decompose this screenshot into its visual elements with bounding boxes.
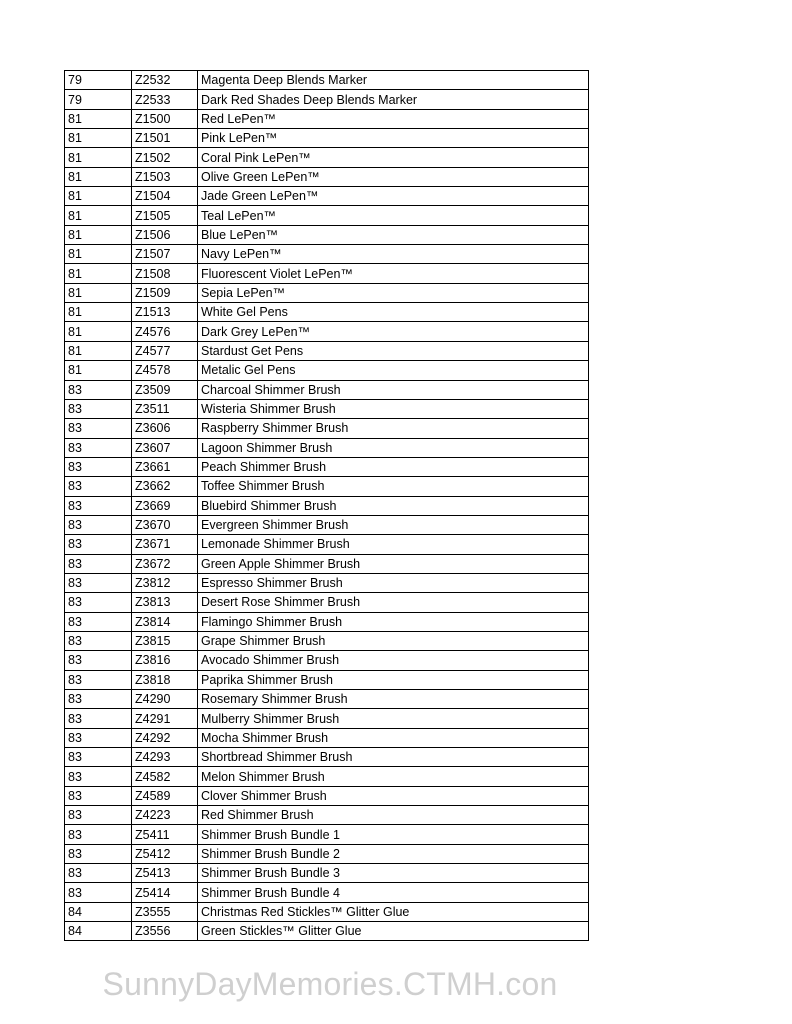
page-number-cell: 83 <box>65 419 132 438</box>
page-number-cell: 83 <box>65 690 132 709</box>
product-table <box>64 70 589 941</box>
sku-cell: Z4291 <box>132 709 198 728</box>
sku-cell: Z3607 <box>132 438 198 457</box>
description-cell: Shimmer Brush Bundle 2 <box>198 844 589 863</box>
page-number-cell: 83 <box>65 651 132 670</box>
sku-cell: Z4293 <box>132 748 198 767</box>
table-row <box>65 728 589 747</box>
sku-cell: Z5412 <box>132 844 198 863</box>
page-number-cell: 79 <box>65 90 132 109</box>
description-cell: Coral Pink LePen™ <box>198 148 589 167</box>
page-number-cell: 83 <box>65 883 132 902</box>
sku-cell: Z3606 <box>132 419 198 438</box>
description-cell: Fluorescent Violet LePen™ <box>198 264 589 283</box>
page-number-cell: 83 <box>65 535 132 554</box>
description-cell: Navy LePen™ <box>198 245 589 264</box>
table-row <box>65 225 589 244</box>
watermark-text: SunnyDayMemories.CTMH.con <box>102 966 558 1002</box>
page-number-cell: 83 <box>65 515 132 534</box>
description-cell: Avocado Shimmer Brush <box>198 651 589 670</box>
table-row <box>65 206 589 225</box>
table-row <box>65 283 589 302</box>
sku-cell: Z3813 <box>132 593 198 612</box>
page-number-cell: 83 <box>65 399 132 418</box>
sku-cell: Z4578 <box>132 361 198 380</box>
table-row <box>65 767 589 786</box>
table-row <box>65 477 589 496</box>
table-row <box>65 806 589 825</box>
table-row <box>65 245 589 264</box>
page-number-cell: 81 <box>65 129 132 148</box>
table-row <box>65 109 589 128</box>
description-cell: Rosemary Shimmer Brush <box>198 690 589 709</box>
description-cell: Shortbread Shimmer Brush <box>198 748 589 767</box>
sku-cell: Z3662 <box>132 477 198 496</box>
sku-cell: Z3672 <box>132 554 198 573</box>
table-row <box>65 902 589 921</box>
sku-cell: Z5414 <box>132 883 198 902</box>
table-row <box>65 690 589 709</box>
sku-cell: Z3671 <box>132 535 198 554</box>
page-number-cell: 81 <box>65 341 132 360</box>
page-number-cell: 83 <box>65 767 132 786</box>
product-table-body <box>65 71 589 941</box>
sku-cell: Z1509 <box>132 283 198 302</box>
table-row <box>65 303 589 322</box>
sku-cell: Z4576 <box>132 322 198 341</box>
sku-cell: Z3556 <box>132 922 198 941</box>
table-row <box>65 71 589 90</box>
table-row <box>65 709 589 728</box>
page-number-cell: 83 <box>65 786 132 805</box>
description-cell: Olive Green LePen™ <box>198 167 589 186</box>
description-cell: Lemonade Shimmer Brush <box>198 535 589 554</box>
sku-cell: Z3555 <box>132 902 198 921</box>
table-row <box>65 167 589 186</box>
page-number-cell: 81 <box>65 148 132 167</box>
page-number-cell: 83 <box>65 806 132 825</box>
table-row <box>65 786 589 805</box>
sku-cell: Z3661 <box>132 457 198 476</box>
sku-cell: Z1501 <box>132 129 198 148</box>
description-cell: Grape Shimmer Brush <box>198 631 589 650</box>
sku-cell: Z4223 <box>132 806 198 825</box>
sku-cell: Z4582 <box>132 767 198 786</box>
page-number-cell: 84 <box>65 922 132 941</box>
description-cell: Sepia LePen™ <box>198 283 589 302</box>
description-cell: Shimmer Brush Bundle 3 <box>198 864 589 883</box>
table-row <box>65 631 589 650</box>
page-number-cell: 81 <box>65 264 132 283</box>
page-number-cell: 83 <box>65 612 132 631</box>
page-number-cell: 81 <box>65 187 132 206</box>
sku-cell: Z1508 <box>132 264 198 283</box>
table-row <box>65 922 589 941</box>
sku-cell: Z3818 <box>132 670 198 689</box>
table-row <box>65 399 589 418</box>
description-cell: Paprika Shimmer Brush <box>198 670 589 689</box>
table-row <box>65 380 589 399</box>
page-number-cell: 83 <box>65 438 132 457</box>
sku-cell: Z1500 <box>132 109 198 128</box>
table-row <box>65 496 589 515</box>
description-cell: Dark Grey LePen™ <box>198 322 589 341</box>
sku-cell: Z1504 <box>132 187 198 206</box>
sku-cell: Z1503 <box>132 167 198 186</box>
description-cell: Evergreen Shimmer Brush <box>198 515 589 534</box>
description-cell: Metalic Gel Pens <box>198 361 589 380</box>
description-cell: Christmas Red Stickles™ Glitter Glue <box>198 902 589 921</box>
page-number-cell: 81 <box>65 109 132 128</box>
description-cell: Mocha Shimmer Brush <box>198 728 589 747</box>
table-row <box>65 341 589 360</box>
sku-cell: Z1506 <box>132 225 198 244</box>
sku-cell: Z3815 <box>132 631 198 650</box>
description-cell: Wisteria Shimmer Brush <box>198 399 589 418</box>
description-cell: Green Stickles™ Glitter Glue <box>198 922 589 941</box>
table-row <box>65 438 589 457</box>
description-cell: Raspberry Shimmer Brush <box>198 419 589 438</box>
page-number-cell: 83 <box>65 844 132 863</box>
sku-cell: Z3812 <box>132 573 198 592</box>
description-cell: Stardust Get Pens <box>198 341 589 360</box>
description-cell: Red LePen™ <box>198 109 589 128</box>
table-row <box>65 844 589 863</box>
page-number-cell: 83 <box>65 380 132 399</box>
page-number-cell: 81 <box>65 225 132 244</box>
table-row <box>65 670 589 689</box>
table-row <box>65 148 589 167</box>
description-cell: Teal LePen™ <box>198 206 589 225</box>
description-cell: Toffee Shimmer Brush <box>198 477 589 496</box>
sku-cell: Z1502 <box>132 148 198 167</box>
sku-cell: Z1513 <box>132 303 198 322</box>
description-cell: Green Apple Shimmer Brush <box>198 554 589 573</box>
description-cell: White Gel Pens <box>198 303 589 322</box>
page-number-cell: 83 <box>65 825 132 844</box>
page-number-cell: 83 <box>65 477 132 496</box>
description-cell: Red Shimmer Brush <box>198 806 589 825</box>
description-cell: Blue LePen™ <box>198 225 589 244</box>
table-row <box>65 322 589 341</box>
table-row <box>65 554 589 573</box>
sku-cell: Z3511 <box>132 399 198 418</box>
page-number-cell: 83 <box>65 554 132 573</box>
description-cell: Shimmer Brush Bundle 1 <box>198 825 589 844</box>
sku-cell: Z5411 <box>132 825 198 844</box>
page-number-cell: 83 <box>65 864 132 883</box>
description-cell: Peach Shimmer Brush <box>198 457 589 476</box>
table-row <box>65 612 589 631</box>
sku-cell: Z2533 <box>132 90 198 109</box>
sku-cell: Z4577 <box>132 341 198 360</box>
description-cell: Jade Green LePen™ <box>198 187 589 206</box>
sku-cell: Z4589 <box>132 786 198 805</box>
table-row <box>65 264 589 283</box>
page-number-cell: 81 <box>65 206 132 225</box>
table-row <box>65 90 589 109</box>
table-row <box>65 129 589 148</box>
page-number-cell: 83 <box>65 457 132 476</box>
sku-cell: Z3509 <box>132 380 198 399</box>
table-row <box>65 593 589 612</box>
page-number-cell: 81 <box>65 245 132 264</box>
sku-cell: Z2532 <box>132 71 198 90</box>
sku-cell: Z4290 <box>132 690 198 709</box>
sku-cell: Z3814 <box>132 612 198 631</box>
table-row <box>65 361 589 380</box>
description-cell: Flamingo Shimmer Brush <box>198 612 589 631</box>
page-number-cell: 83 <box>65 631 132 650</box>
page-number-cell: 83 <box>65 670 132 689</box>
page-number-cell: 83 <box>65 496 132 515</box>
description-cell: Melon Shimmer Brush <box>198 767 589 786</box>
page-number-cell: 81 <box>65 283 132 302</box>
description-cell: Desert Rose Shimmer Brush <box>198 593 589 612</box>
table-row <box>65 457 589 476</box>
page-number-cell: 79 <box>65 71 132 90</box>
table-row <box>65 748 589 767</box>
description-cell: Lagoon Shimmer Brush <box>198 438 589 457</box>
description-cell: Shimmer Brush Bundle 4 <box>198 883 589 902</box>
table-row <box>65 535 589 554</box>
description-cell: Magenta Deep Blends Marker <box>198 71 589 90</box>
description-cell: Mulberry Shimmer Brush <box>198 709 589 728</box>
sku-cell: Z4292 <box>132 728 198 747</box>
sku-cell: Z3670 <box>132 515 198 534</box>
table-row <box>65 825 589 844</box>
page-number-cell: 81 <box>65 322 132 341</box>
page-number-cell: 83 <box>65 593 132 612</box>
table-row <box>65 883 589 902</box>
table-row <box>65 419 589 438</box>
description-cell: Bluebird Shimmer Brush <box>198 496 589 515</box>
sku-cell: Z3669 <box>132 496 198 515</box>
sku-cell: Z5413 <box>132 864 198 883</box>
page-number-cell: 81 <box>65 361 132 380</box>
page-number-cell: 84 <box>65 902 132 921</box>
table-row <box>65 515 589 534</box>
sku-cell: Z1507 <box>132 245 198 264</box>
page-number-cell: 81 <box>65 167 132 186</box>
description-cell: Charcoal Shimmer Brush <box>198 380 589 399</box>
sku-cell: Z3816 <box>132 651 198 670</box>
page-number-cell: 83 <box>65 709 132 728</box>
description-cell: Dark Red Shades Deep Blends Marker <box>198 90 589 109</box>
table-row <box>65 651 589 670</box>
description-cell: Pink LePen™ <box>198 129 589 148</box>
description-cell: Clover Shimmer Brush <box>198 786 589 805</box>
page-number-cell: 83 <box>65 728 132 747</box>
description-cell: Espresso Shimmer Brush <box>198 573 589 592</box>
table-row <box>65 573 589 592</box>
table-row <box>65 864 589 883</box>
page-number-cell: 83 <box>65 573 132 592</box>
sku-cell: Z1505 <box>132 206 198 225</box>
table-row <box>65 187 589 206</box>
page-number-cell: 83 <box>65 748 132 767</box>
page-number-cell: 81 <box>65 303 132 322</box>
